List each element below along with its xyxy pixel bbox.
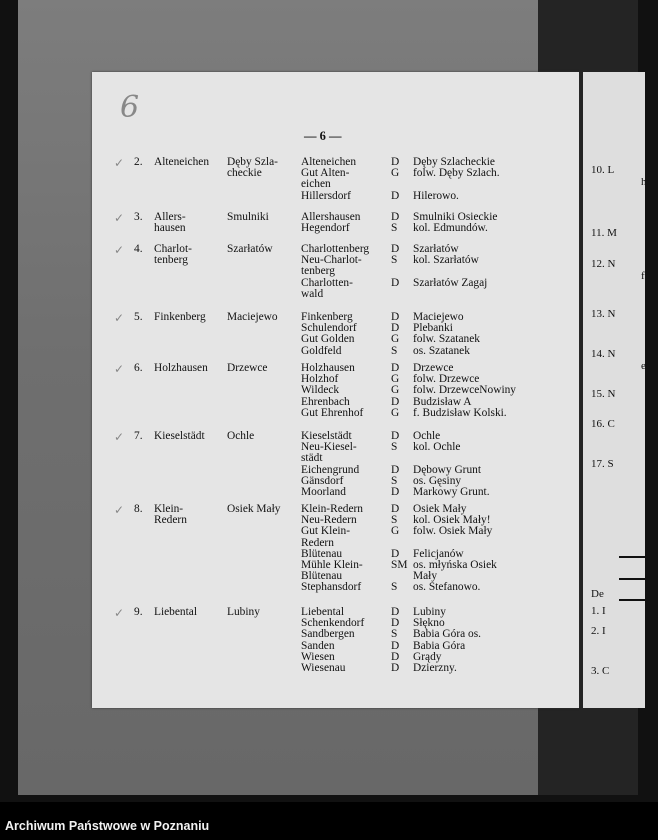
locality-polish-name: kol. Ochle bbox=[413, 441, 461, 454]
side-page-text: 3. C bbox=[591, 665, 610, 677]
entry-number: 9. bbox=[134, 606, 143, 618]
archive-label: Archiwum Państwowe w Poznaniu bbox=[5, 819, 210, 833]
entry-german-name: Charlot- bbox=[154, 243, 192, 255]
locality-polish-name: f. Budzisław Kolski. bbox=[413, 406, 507, 419]
locality-name: Liebental bbox=[301, 606, 345, 618]
locality-type: D bbox=[391, 503, 400, 515]
locality-type: D bbox=[391, 311, 400, 323]
locality-name: Allershausen bbox=[301, 211, 361, 223]
locality-polish-name: folw. Dęby Szlach. bbox=[413, 167, 500, 180]
side-page-rule bbox=[619, 556, 649, 558]
locality-polish-name: Lubiny bbox=[413, 606, 446, 618]
locality-polish-name: Mały bbox=[413, 570, 438, 583]
locality-name: Wiesen bbox=[301, 650, 335, 663]
page-number: — 6 — bbox=[304, 129, 342, 143]
locality-type: S bbox=[391, 222, 398, 235]
locality-name: eichen bbox=[301, 178, 331, 191]
locality-polish-name: os. Szatanek bbox=[413, 344, 470, 357]
side-page-text: 12. N bbox=[591, 258, 616, 270]
entry-german-name: Finkenberg bbox=[154, 311, 206, 323]
entry-polish-name: Szarłatów bbox=[227, 243, 273, 255]
side-page-text: 14. N bbox=[591, 348, 616, 360]
locality-name: Gut Ehrenhof bbox=[301, 406, 364, 419]
locality-name: Charlotten- bbox=[301, 276, 353, 289]
entry-german-name: Alteneichen bbox=[154, 156, 210, 168]
entry-german-name: Redern bbox=[154, 514, 187, 527]
locality-polish-name: Słękno bbox=[413, 617, 445, 630]
locality-type: D bbox=[391, 547, 400, 560]
locality-name: Schenkendorf bbox=[301, 617, 365, 630]
locality-type: D bbox=[391, 189, 400, 202]
locality-type: SM bbox=[391, 559, 408, 571]
side-page-text: 10. L bbox=[591, 164, 615, 176]
locality-polish-name: Babia Góra bbox=[413, 639, 466, 652]
locality-name: Gänsdorf bbox=[301, 474, 344, 487]
locality-type: D bbox=[391, 322, 400, 335]
entry-german-name: Liebental bbox=[154, 606, 198, 618]
side-page-text: e bbox=[641, 360, 646, 372]
locality-name: Neu-Redern bbox=[301, 514, 357, 527]
entry-number: 3. bbox=[134, 211, 143, 223]
locality-type: D bbox=[391, 662, 400, 674]
locality-polish-name: Dzierzny. bbox=[413, 662, 457, 674]
locality-polish-name: Hilerowo. bbox=[413, 189, 459, 202]
side-page-text: De bbox=[591, 588, 604, 600]
locality-type: D bbox=[391, 650, 400, 663]
locality-polish-name: Felicjanów bbox=[413, 547, 464, 560]
locality-polish-name: os. Gęsiny bbox=[413, 474, 462, 487]
locality-type: G bbox=[391, 373, 400, 386]
locality-name: Wildeck bbox=[301, 384, 340, 397]
locality-polish-name: Plebanki bbox=[413, 322, 453, 335]
side-page-text: h bbox=[641, 176, 647, 188]
locality-type: S bbox=[391, 441, 398, 454]
locality-type: G bbox=[391, 384, 400, 397]
locality-type: G bbox=[391, 406, 400, 419]
check-mark-icon: ✓ bbox=[114, 430, 125, 444]
entry-polish-name: Dęby Szla- bbox=[227, 156, 278, 168]
locality-type: D bbox=[391, 395, 400, 408]
locality-name: Goldfeld bbox=[301, 344, 342, 357]
locality-polish-name: kol. Edmundów. bbox=[413, 222, 488, 235]
entry-number: 8. bbox=[134, 503, 143, 515]
locality-type: D bbox=[391, 156, 400, 168]
locality-polish-name: Dębowy Grunt bbox=[413, 463, 482, 476]
locality-name: Klein-Redern bbox=[301, 503, 363, 515]
entry-number: 5. bbox=[134, 311, 143, 323]
locality-name: Eichengrund bbox=[301, 463, 360, 476]
entry-number: 7. bbox=[134, 430, 143, 442]
check-mark-icon: ✓ bbox=[114, 606, 125, 620]
check-mark-icon: ✓ bbox=[114, 211, 125, 225]
entry-polish-name: Lubiny bbox=[227, 606, 260, 618]
locality-type: D bbox=[391, 639, 400, 652]
entry-german-name: Allers- bbox=[154, 211, 186, 223]
locality-polish-name: Drzewce bbox=[413, 362, 454, 374]
entry-german-name: Holzhausen bbox=[154, 362, 208, 374]
locality-type: S bbox=[391, 254, 398, 267]
locality-name: Neu-Charlot- bbox=[301, 254, 362, 267]
locality-type: D bbox=[391, 606, 400, 618]
locality-name: Gut Klein- bbox=[301, 525, 351, 538]
locality-name: Kieselstädt bbox=[301, 430, 352, 442]
entry-polish-name: Drzewce bbox=[227, 362, 268, 374]
locality-type: D bbox=[391, 362, 400, 374]
entry-polish-name: Osiek Mały bbox=[227, 503, 281, 515]
locality-name: städt bbox=[301, 452, 323, 465]
entry-polish-name: Ochle bbox=[227, 430, 255, 442]
document-page bbox=[92, 72, 579, 708]
locality-name: Holzhof bbox=[301, 373, 339, 386]
locality-polish-name: Szarłatów Zagaj bbox=[413, 276, 488, 289]
locality-polish-name: kol. Osiek Mały! bbox=[413, 514, 491, 527]
locality-type: D bbox=[391, 276, 400, 289]
locality-type: D bbox=[391, 617, 400, 630]
locality-polish-name: os. Stefanowo. bbox=[413, 581, 481, 594]
handwritten-page-number: 6 bbox=[120, 90, 140, 125]
locality-name: Sandbergen bbox=[301, 628, 355, 641]
entry-polish-name: checkie bbox=[227, 167, 262, 180]
locality-name: Gut Golden bbox=[301, 333, 355, 346]
locality-type: D bbox=[391, 486, 400, 498]
locality-name: Schulendorf bbox=[301, 322, 357, 335]
side-page-text: 2. I bbox=[591, 625, 606, 637]
locality-name: Wiesenau bbox=[301, 662, 346, 674]
locality-type: S bbox=[391, 581, 398, 594]
locality-type: S bbox=[391, 514, 398, 527]
locality-name: Gut Alten- bbox=[301, 167, 350, 180]
adjacent-page-fragment bbox=[583, 72, 645, 708]
entry-german-name: hausen bbox=[154, 222, 186, 235]
locality-polish-name: folw. Osiek Mały bbox=[413, 525, 493, 538]
locality-type: S bbox=[391, 344, 398, 357]
locality-polish-name: Grądy bbox=[413, 650, 442, 663]
check-mark-icon: ✓ bbox=[114, 243, 125, 257]
locality-polish-name: folw. Szatanek bbox=[413, 333, 480, 346]
check-mark-icon: ✓ bbox=[114, 362, 125, 376]
side-page-text: 11. M bbox=[591, 227, 617, 239]
locality-type: D bbox=[391, 463, 400, 476]
entry-german-name: tenberg bbox=[154, 254, 188, 267]
locality-name: Ehrenbach bbox=[301, 395, 350, 408]
side-page-text: 13. N bbox=[591, 308, 616, 320]
side-page-text: 17. S bbox=[591, 458, 614, 470]
locality-name: Blütenau bbox=[301, 547, 343, 560]
entry-number: 2. bbox=[134, 156, 143, 168]
locality-polish-name: Dęby Szlacheckie bbox=[413, 156, 495, 168]
side-page-text: 15. N bbox=[591, 388, 616, 400]
entry-polish-name: Smulniki bbox=[227, 211, 269, 223]
entry-number: 6. bbox=[134, 362, 143, 374]
locality-name: Redern bbox=[301, 536, 334, 549]
locality-name: Neu-Kiesel- bbox=[301, 441, 357, 454]
locality-polish-name: Ochle bbox=[413, 430, 441, 442]
locality-name: Hegendorf bbox=[301, 222, 350, 235]
locality-name: Sanden bbox=[301, 639, 335, 652]
locality-type: G bbox=[391, 525, 400, 538]
locality-type: S bbox=[391, 474, 398, 487]
locality-type: G bbox=[391, 167, 400, 180]
locality-name: Stephansdorf bbox=[301, 581, 362, 594]
locality-name: Alteneichen bbox=[301, 156, 357, 168]
locality-polish-name: folw. Drzewce bbox=[413, 373, 480, 386]
locality-polish-name: Osiek Mały bbox=[413, 503, 467, 515]
locality-name: Charlottenberg bbox=[301, 243, 370, 255]
archive-footer bbox=[0, 802, 658, 840]
locality-polish-name: folw. DrzewceNowiny bbox=[413, 384, 517, 397]
locality-polish-name: os. młyńska Osiek bbox=[413, 559, 497, 571]
side-page-rule bbox=[619, 578, 649, 580]
locality-name: Finkenberg bbox=[301, 311, 353, 323]
entry-polish-name: Maciejewo bbox=[227, 311, 278, 323]
locality-polish-name: Szarłatów bbox=[413, 243, 459, 255]
locality-name: Moorland bbox=[301, 486, 346, 498]
check-mark-icon: ✓ bbox=[114, 311, 125, 325]
side-page-text: 1. I bbox=[591, 605, 606, 617]
locality-polish-name: Budzisław A bbox=[413, 395, 472, 408]
locality-polish-name: Maciejewo bbox=[413, 311, 464, 323]
locality-type: D bbox=[391, 243, 400, 255]
locality-name: Holzhausen bbox=[301, 362, 355, 374]
locality-name: Hillersdorf bbox=[301, 189, 351, 202]
check-mark-icon: ✓ bbox=[114, 156, 125, 170]
locality-name: tenberg bbox=[301, 265, 335, 278]
locality-type: D bbox=[391, 430, 400, 442]
locality-type: G bbox=[391, 333, 400, 346]
locality-name: Blütenau bbox=[301, 570, 343, 583]
check-mark-icon: ✓ bbox=[114, 503, 125, 517]
locality-type: S bbox=[391, 628, 398, 641]
side-page-text: 16. C bbox=[591, 418, 615, 430]
entry-number: 4. bbox=[134, 243, 143, 255]
locality-name: Mühle Klein- bbox=[301, 559, 363, 571]
locality-name: wald bbox=[301, 287, 324, 300]
entry-german-name: Klein- bbox=[154, 503, 184, 515]
side-page-rule bbox=[619, 599, 649, 601]
side-page-text: f bbox=[641, 270, 645, 282]
entry-german-name: Kieselstädt bbox=[154, 430, 205, 442]
locality-polish-name: Babia Góra os. bbox=[413, 628, 482, 641]
locality-polish-name: kol. Szarłatów bbox=[413, 254, 479, 267]
locality-type: D bbox=[391, 211, 400, 223]
locality-polish-name: Smulniki Osieckie bbox=[413, 211, 498, 223]
locality-polish-name: Markowy Grunt. bbox=[413, 486, 490, 498]
